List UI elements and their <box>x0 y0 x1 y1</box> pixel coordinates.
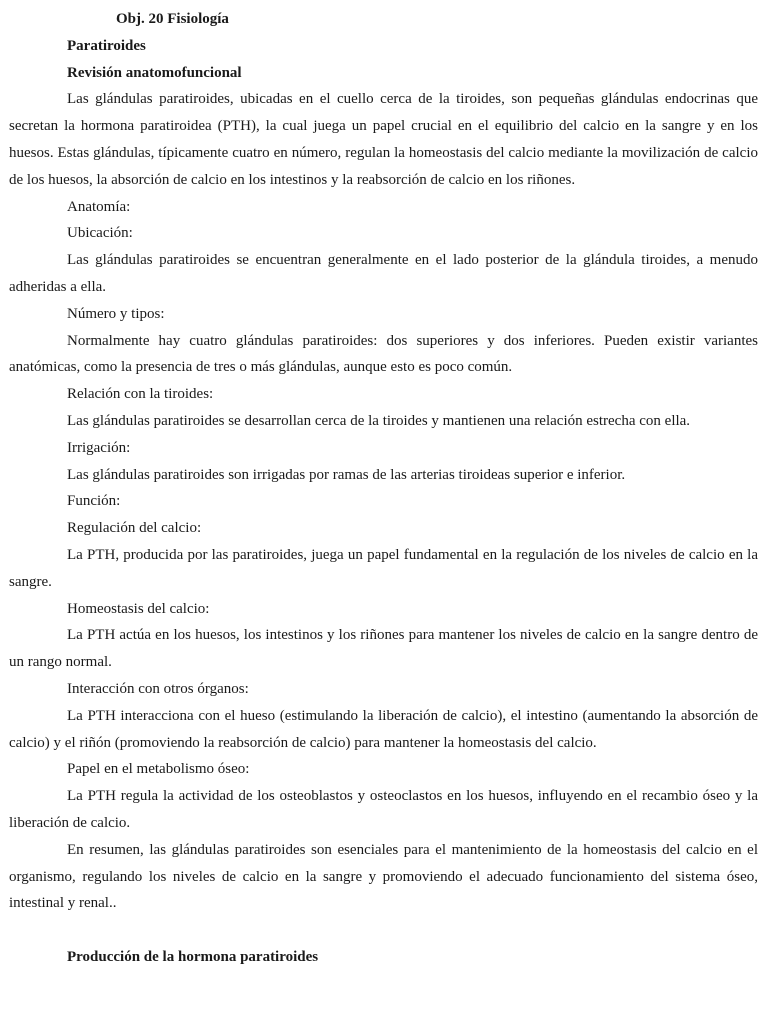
document-page <box>9 6 758 971</box>
bone-metabolism-paragraph: La PTH regula la actividad de los osteoblastos y osteoclastos en los huesos, influyendo en el recambio óseo y la liberación de calcio. <box>9 788 758 831</box>
thyroid-label: Relación con la tiroides: <box>67 386 214 403</box>
location-label: Ubicación: <box>67 225 133 242</box>
thyroid-paragraph: Las glándulas paratiroides se desarrollan cerca de la tiroides y mantienen una relación estrecha con ella. <box>67 412 691 429</box>
irrigation-label: Irrigación: <box>67 439 131 456</box>
bone-metabolism-label: Papel en el metabolismo óseo: <box>67 761 250 778</box>
anatomy-label: Anatomía: <box>67 198 131 215</box>
homeostasis-label: Homeostasis del calcio: <box>67 600 210 617</box>
summary-paragraph: En resumen, las glándulas paratiroides son esenciales para el mantenimiento de la homeostasis del calcio en el organismo, regulando los niveles de calcio en la sangre y promoviendo el adecuado funcionamiento del sistema óseo, intestinal y renal.. <box>9 841 758 912</box>
calcium-regulation-label: Regulación del calcio: <box>67 520 202 537</box>
number-paragraph: Normalmente hay cuatro glándulas paratiroides: dos superiores y dos inferiores. Pueden existir variantes anatómicas, como la presencia de tres o más glándulas, aunque esto es poco común. <box>9 332 758 376</box>
next-section-heading: Producción de la hormona paratiroides <box>67 948 319 965</box>
homeostasis-paragraph: La PTH actúa en los huesos, los intestinos y los riñones para mantener los niveles de calcio en la sangre dentro de un rango normal. <box>9 627 758 671</box>
calcium-regulation-paragraph: La PTH, producida por las paratiroides, juega un papel fundamental en la regulación de los niveles de calcio en la sangre. <box>9 546 758 590</box>
location-paragraph: Las glándulas paratiroides se encuentran generalmente en el lado posterior de la glándula tiroides, a menudo adheridas a ella. <box>9 252 758 295</box>
organs-paragraph: La PTH interacciona con el hueso (estimulando la liberación de calcio), el intestino (aumentando la absorción de calcio) y el riñón (promoviendo la reabsorción de calcio) para mantener la homeostasis del calcio. <box>9 707 758 751</box>
document-title: Obj. 20 Fisiología <box>116 11 229 27</box>
subsection-heading: Revisión anatomofuncional <box>67 64 242 81</box>
intro-paragraph: Las glándulas paratiroides, ubicadas en el cuello cerca de la tiroides, son pequeñas glándulas endocrinas que secretan la hormona paratiroidea (PTH), la cual juega un papel crucial en el equilibrio del calcio en la sangre y en los huesos. Estas glándulas, típicamente cuatro en número, regulan la homeostasis del calcio mediante la movilización de calcio de los huesos, la absorción de calcio en los intestinos y la reabsorción de calcio en los riñones. <box>9 91 758 188</box>
organs-label: Interacción con otros órganos: <box>67 680 249 697</box>
number-label: Número y tipos: <box>67 305 165 322</box>
section-heading: Paratiroides <box>67 37 146 54</box>
function-label: Función: <box>67 493 121 510</box>
irrigation-paragraph: Las glándulas paratiroides son irrigadas por ramas de las arterias tiroideas superior e inferior. <box>67 466 626 483</box>
blank-line <box>9 917 758 944</box>
